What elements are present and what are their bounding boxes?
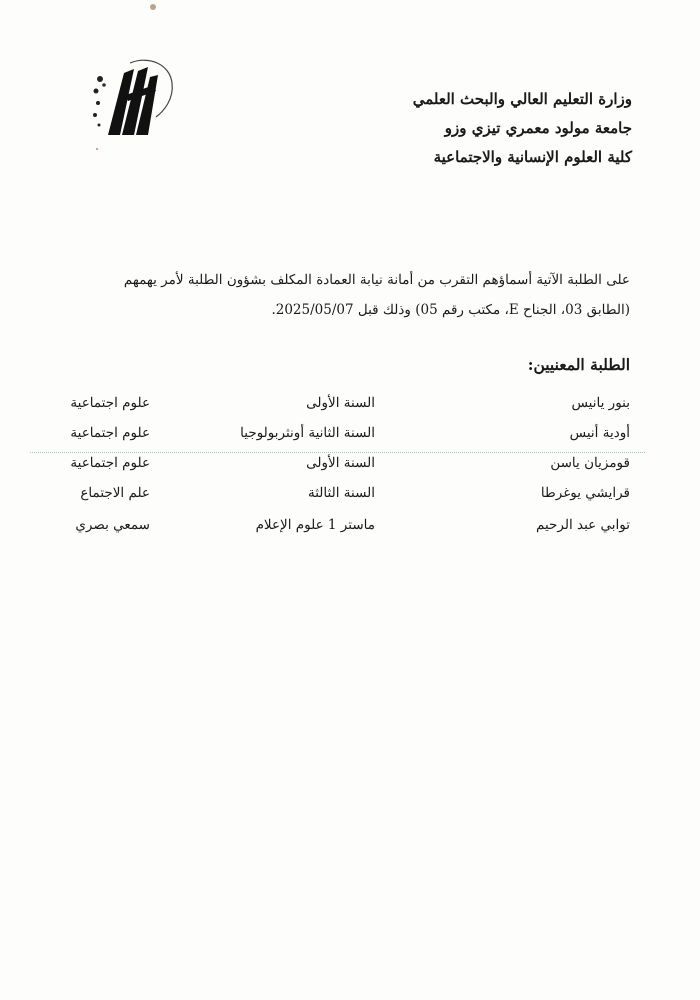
notice-line-1: على الطلبة الآتية أسماؤهم التقرب من أمانة نيابة العمادة المكلف بشؤون الطلبة لأمر يهمهم bbox=[123, 272, 630, 288]
university-logo-icon bbox=[90, 55, 180, 140]
ministry-name: وزارة التعليم العالي والبحث العلمي bbox=[412, 90, 632, 108]
letterhead bbox=[272, 85, 632, 172]
notice-text bbox=[70, 265, 630, 325]
student-field: سمعي بصري bbox=[75, 517, 150, 533]
students-heading: الطلبة المعنيين: bbox=[527, 355, 630, 374]
faculty-name: كلية العلوم الإنسانية والاجتماعية bbox=[433, 148, 632, 166]
student-row bbox=[60, 425, 630, 455]
paper-speck bbox=[150, 4, 156, 10]
student-level: السنة الأولى bbox=[306, 455, 375, 471]
student-name: أودية أنيس bbox=[569, 425, 630, 441]
student-name: توابي عبد الرحيم bbox=[535, 517, 630, 533]
student-level: السنة الأولى bbox=[306, 395, 375, 411]
student-level: السنة الثانية أونثربولوجيا bbox=[240, 425, 375, 441]
paper-speck bbox=[96, 148, 98, 150]
student-name: بنور يانيس bbox=[571, 395, 630, 411]
student-row bbox=[60, 395, 630, 425]
student-level: السنة الثالثة bbox=[308, 485, 375, 501]
student-level: ماستر 1 علوم الإعلام bbox=[255, 517, 375, 533]
student-field: علوم اجتماعية bbox=[70, 455, 150, 471]
notice-line-2: (الطابق 03، الجناح E، مكتب رقم 05) وذلك قبل 2025/05/07. bbox=[271, 302, 630, 318]
scan-artifact-line bbox=[30, 452, 645, 453]
student-field: علم الاجتماع bbox=[80, 485, 150, 501]
student-row bbox=[60, 455, 630, 485]
student-field: علوم اجتماعية bbox=[70, 395, 150, 411]
student-row bbox=[60, 517, 630, 547]
student-field: علوم اجتماعية bbox=[70, 425, 150, 441]
student-name: قرايشي يوغرطا bbox=[540, 485, 630, 501]
university-name: جامعة مولود معمري تيزي وزو bbox=[444, 119, 632, 137]
student-row bbox=[60, 485, 630, 515]
student-name: قومزيان ياسن bbox=[550, 455, 630, 471]
